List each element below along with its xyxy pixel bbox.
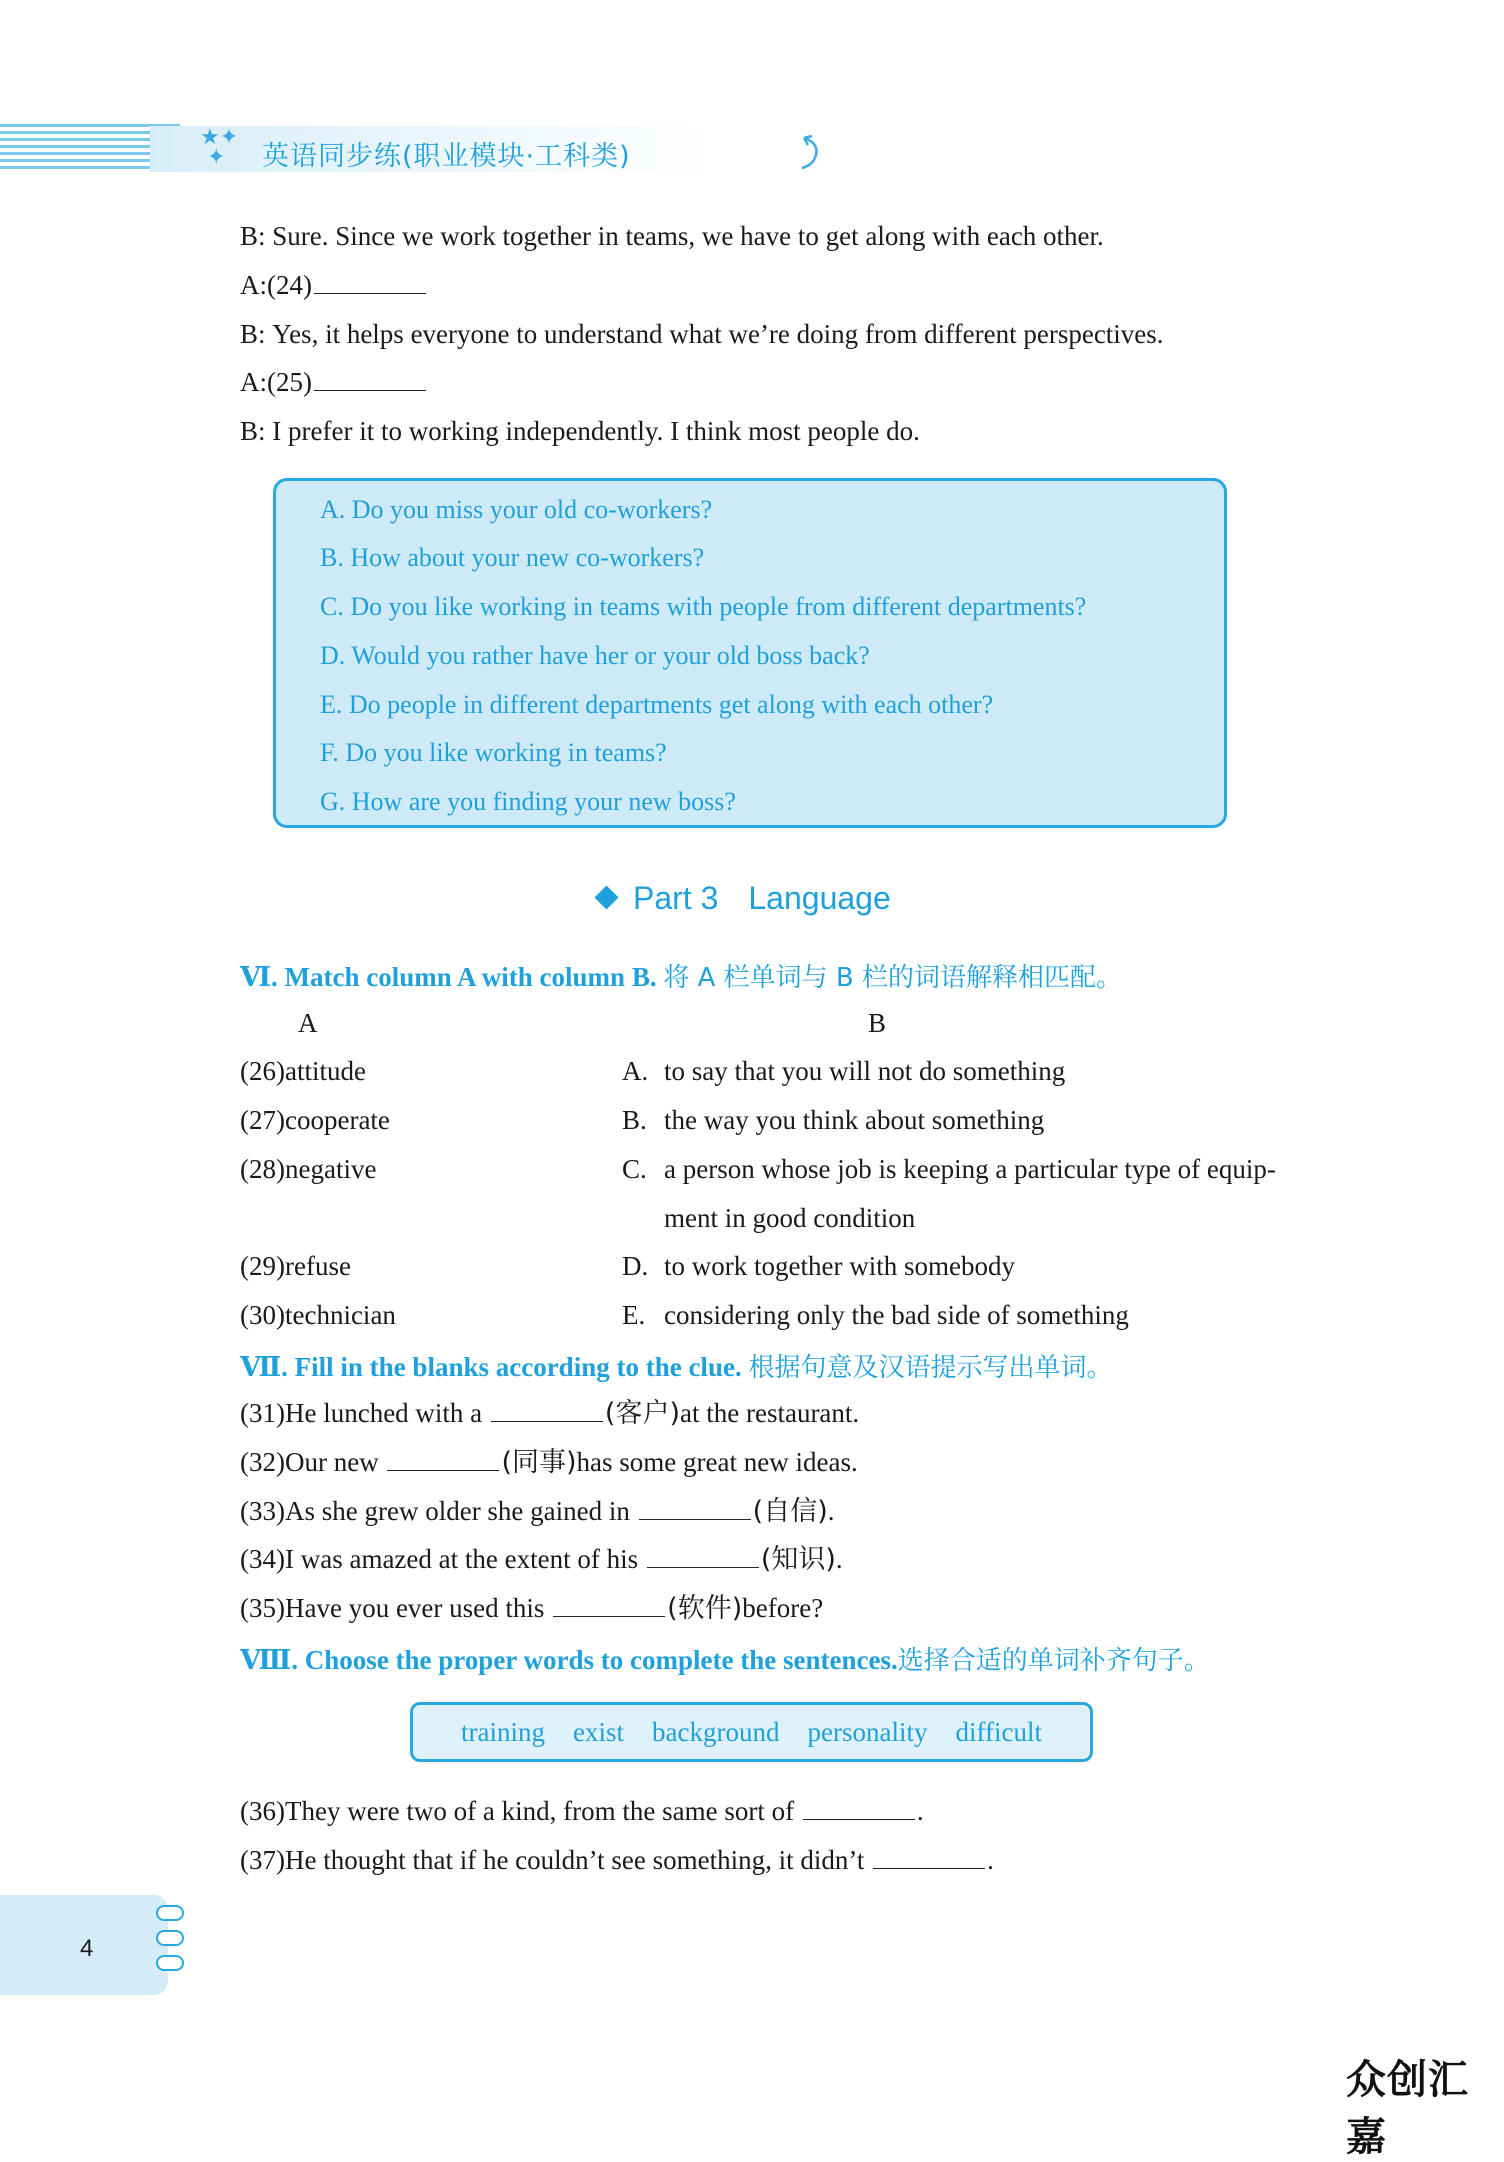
answer-blank[interactable] (491, 1397, 603, 1422)
watermark: 众创汇嘉 (1346, 2057, 1469, 2160)
column-a-header: A (298, 1008, 318, 1038)
column-b-item: ment in good condition (664, 1203, 916, 1233)
column-a-item: (26)attitude (240, 1056, 366, 1086)
column-b-item: C. a person whose job is keeping a particular type of equip- (622, 1154, 1276, 1184)
fill-item: (33)As she grew older she gained in (自信). (240, 1496, 835, 1527)
part-title: Part 3 Language (598, 880, 891, 917)
section-8-heading: Ⅷ. Choose the proper words to complete the sentences.选择合适的单词补齐句子。 (240, 1645, 1210, 1676)
word-bank-item: exist (573, 1716, 625, 1747)
binder-rings-icon (156, 1905, 184, 1980)
word-bank (410, 1702, 1093, 1762)
answer-blank[interactable] (873, 1844, 985, 1869)
stars-icon: ★✦ ✦ (200, 125, 239, 170)
word-bank-item: training (461, 1716, 546, 1747)
option-item: G. How are you finding your new boss? (320, 787, 736, 816)
dialogue-line: A:(25) (240, 364, 428, 400)
answer-blank[interactable] (803, 1795, 915, 1820)
column-a-item: (28)negative (240, 1154, 377, 1184)
column-b-item: D. to work together with somebody (622, 1251, 1015, 1281)
curl-icon (800, 134, 826, 170)
option-item: B. How about your new co-workers? (320, 543, 705, 572)
fill-item: (35)Have you ever used this (软件)before? (240, 1593, 824, 1624)
choose-item: (37)He thought that if he couldn’t see something, it didn’t . (240, 1845, 994, 1875)
option-item: D. Would you rather have her or your old boss back? (320, 641, 870, 670)
column-b-item: B. the way you think about something (622, 1105, 1045, 1135)
fill-item: (31)He lunched with a (客户)at the restaurant. (240, 1398, 860, 1429)
column-b-header: B (868, 1008, 887, 1038)
dialogue-line: A:(24) (240, 267, 428, 303)
column-a-item: (27)cooperate (240, 1105, 390, 1135)
choose-item: (36)They were two of a kind, from the same sort of . (240, 1796, 924, 1826)
column-b-item: A. to say that you will not do something (622, 1056, 1066, 1086)
book-title: 英语同步练(职业模块·工科类) (262, 141, 631, 172)
answer-blank[interactable] (387, 1446, 499, 1471)
dialogue-line: B: I prefer it to working independently. I think most people do. (240, 416, 920, 446)
option-item: C. Do you like working in teams with people from different departments? (320, 592, 1087, 621)
options-box (273, 478, 1227, 828)
word-bank-item: difficult (955, 1716, 1042, 1747)
dialogue-line: B: Sure. Since we work together in teams, we have to get along with each other. (240, 221, 1104, 251)
option-item: F. Do you like working in teams? (320, 738, 667, 767)
option-item: A. Do you miss your old co-workers? (320, 495, 713, 524)
word-bank-item: personality (807, 1716, 928, 1747)
fill-item: (32)Our new (同事)has some great new ideas. (240, 1447, 858, 1478)
section-6-heading: Ⅵ. Match column A with column B. 将 A 栏单词与 B 栏的词语解释相匹配。 (240, 962, 1123, 993)
answer-blank[interactable] (314, 366, 426, 391)
column-a-item: (30)technician (240, 1300, 396, 1330)
column-a-item: (29)refuse (240, 1251, 351, 1281)
column-b-item: E. considering only the bad side of something (622, 1300, 1129, 1330)
diamond-icon (594, 885, 618, 909)
answer-blank[interactable] (639, 1495, 751, 1520)
dialogue-line: B: Yes, it helps everyone to understand what we’re doing from different perspectives. (240, 319, 1164, 349)
option-item: E. Do people in different departments get along with each other? (320, 690, 994, 719)
answer-blank[interactable] (647, 1543, 759, 1568)
answer-blank[interactable] (553, 1592, 665, 1617)
page-number: 4 (80, 1935, 94, 1962)
section-7-heading: Ⅶ. Fill in the blanks according to the clue. 根据句意及汉语提示写出单词。 (240, 1352, 1113, 1383)
fill-item: (34)I was amazed at the extent of his (知识). (240, 1544, 843, 1575)
answer-blank[interactable] (314, 269, 426, 294)
word-bank-item: background (652, 1716, 780, 1747)
